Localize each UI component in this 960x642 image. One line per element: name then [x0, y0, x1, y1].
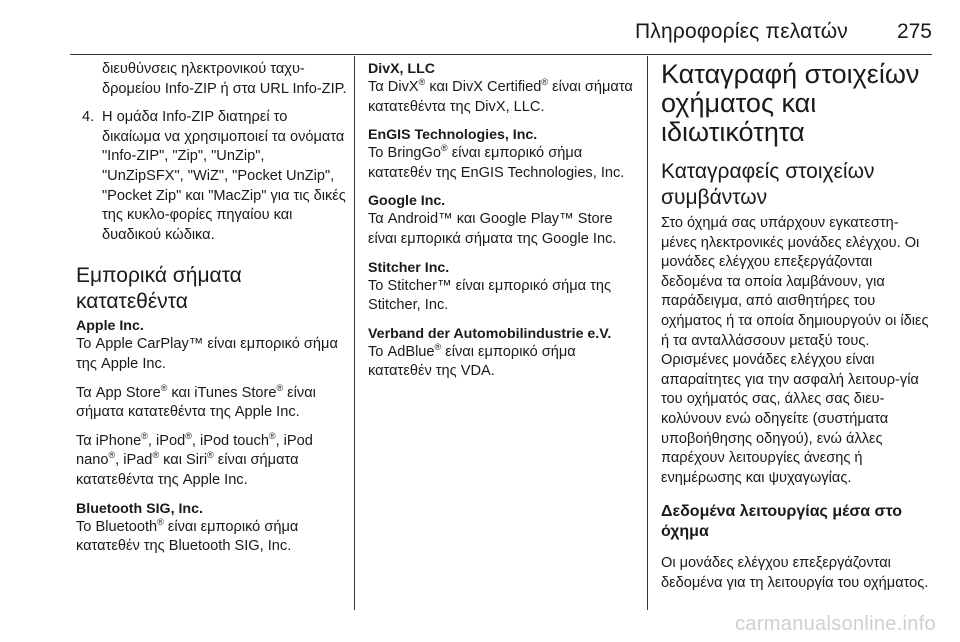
vda-paragraph: Το AdBlue® είναι εμπορικό σήμα κατατεθέν της VDA.: [368, 341, 576, 380]
data-recording-heading: Καταγραφή στοιχείων οχήματος και ιδιωτικότητα: [661, 59, 920, 147]
apple-title: Apple Inc.: [76, 318, 144, 335]
operating-data-paragraph: Οι μονάδες ελέγχου επεξεργάζονται δεδομένα για τη λειτουργία του οχήματος.: [661, 555, 929, 591]
page-header: [0, 0, 960, 54]
watermark: carmanualsonline.info: [735, 613, 936, 635]
trademarks-heading: Εμπορικά σήματα κατατεθέντα: [76, 264, 242, 314]
column-3: [661, 60, 933, 594]
divx-title: DivX, LLC: [368, 61, 436, 77]
column-1: [76, 60, 348, 557]
apple-paragraph-1: Το Apple CarPlay™ είναι εμπορικό σήμα της Apple Inc.: [76, 336, 338, 372]
operating-data-heading: Δεδομένα λειτουργίας μέσα στο όχημα: [661, 503, 902, 541]
divx-paragraph: Τα DivX® και DivX Certified® είναι σήματα κατατεθέντα της DivX, LLC.: [368, 77, 633, 115]
engis-title: EnGIS Technologies, Inc.: [368, 127, 538, 144]
stitcher-title: Stitcher Inc.: [368, 259, 450, 276]
column-divider-1: [354, 56, 355, 610]
event-recorders-heading: Καταγραφείς στοιχείων συμβάντων: [661, 160, 875, 209]
column-2: [368, 60, 638, 382]
list-number: 4.: [82, 109, 95, 126]
list-item: [76, 108, 348, 245]
header-divider: [70, 54, 932, 55]
google-paragraph: Τα Android™ και Google Play™ Store είναι εμπορικά σήματα της Google Inc.: [368, 211, 617, 247]
continued-text: διευθύνσεις ηλεκτρονικού ταχυ-δρομείου Info-ZIP ή στα URL Info-ZIP.: [102, 61, 347, 97]
column-divider-2: [647, 56, 648, 610]
apple-paragraph-2: Τα App Store® και iTunes Store® είναι σήματα κατατεθέντα της Apple Inc.: [76, 382, 316, 421]
bluetooth-paragraph: Το Bluetooth® είναι εμπορικό σήμα κατατεθέν της Bluetooth SIG, Inc.: [76, 516, 299, 555]
bluetooth-title: Bluetooth SIG, Inc.: [76, 500, 203, 517]
google-title: Google Inc.: [368, 193, 446, 210]
apple-paragraph-3: Τα iPhone®, iPod®, iPod touch®, iPod nano®, iPad® και Siri® είναι σήματα κατατεθέντα της Apple Inc.: [76, 430, 313, 488]
section-title: Πληροφορίες πελατών: [634, 20, 848, 43]
page-number: 275: [896, 20, 932, 43]
list-text: Η ομάδα Info-ZIP διατηρεί το δικαίωμα να χρησιμοποιεί τα ονόματα "Info-ZIP", "Zip", "UnZip", "UnZipSFX", "WiZ", "Pocket UnZip", "Pocket Zip" και "MacZip" για τις δικές της κυκλο-φορίες πηγαίου και δυαδικού κώδικα.: [102, 109, 346, 243]
event-recorders-paragraph: Στο όχημά σας υπάρχουν εγκατεστη-μένες ηλεκτρονικές μονάδες ελέγχου. Οι μονάδες ελέγχου επεξεργάζονται δεδομένα τα οποία λαμβάνουν, για παράδειγμα, από αισθητήρες του οχήματος ή τα οποία δημιουργούν οι ίδιες ή τα ανταλλάσσουν μεταξύ τους. Ορισμένες μονάδες ελέγχου είναι απαραίτητες για την ασφαλή λειτουρ-γία του οχήματός σας, άλλες σας διευ-κολύνουν ενώ οδηγείτε (συστήματα υποβοήθησης οδηγού), ενώ άλλες παρέχουν λειτουργίες άνεσης ή ενημέρωσης και ψυχαγωγίας.: [661, 215, 929, 486]
stitcher-paragraph: Το Stitcher™ είναι εμπορικό σήμα της Stitcher, Inc.: [368, 277, 612, 314]
engis-paragraph: Το BringGo® είναι εμπορικό σήμα κατατεθέν της EnGIS Technologies, Inc.: [368, 143, 625, 181]
vda-title: Verband der Automobilindustrie e.V.: [368, 325, 612, 342]
